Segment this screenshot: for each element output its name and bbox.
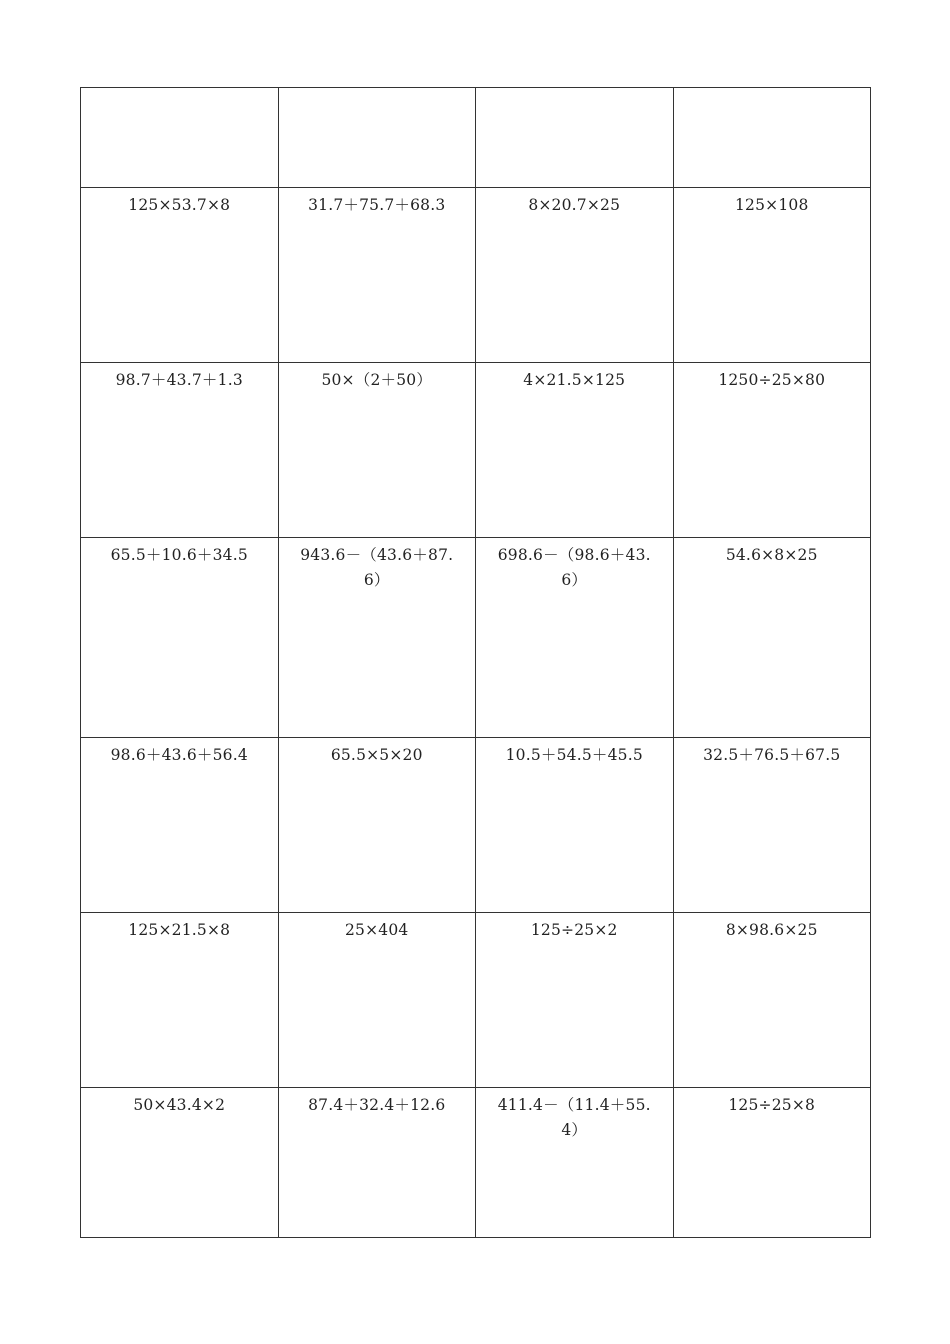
problem-text: 8×20.7×25 [528, 196, 621, 214]
problem-text: 25×404 [345, 921, 409, 939]
problem-text: 125×21.5×8 [128, 921, 231, 939]
problem-text: 50×43.4×2 [133, 1096, 226, 1114]
table-cell [278, 363, 476, 538]
problem-text: 125×53.7×8 [128, 196, 231, 214]
problem-text: 698.6－（98.6＋43.6） [497, 546, 651, 589]
table-row [81, 538, 871, 738]
problem-text [99, 88, 260, 93]
problem-text: 65.5＋10.6＋34.5 [110, 546, 248, 564]
table-cell [81, 913, 279, 1088]
problem-text: 8×98.6×25 [725, 921, 818, 939]
problem-text: 50×（2＋50） [321, 371, 433, 389]
table-cell [81, 88, 279, 188]
table-cell [278, 913, 476, 1088]
worksheet [80, 87, 871, 1238]
table-cell [81, 738, 279, 913]
table-cell [476, 88, 674, 188]
table-cell [476, 188, 674, 363]
table-cell [673, 538, 871, 738]
table-row [81, 88, 871, 188]
table-cell [81, 188, 279, 363]
problem-text: 87.4＋32.4＋12.6 [308, 1096, 446, 1114]
problem-text [297, 88, 458, 93]
problem-text: 125÷25×8 [728, 1096, 816, 1114]
table-cell [476, 538, 674, 738]
table-cell [81, 363, 279, 538]
problem-text: 4×21.5×125 [523, 371, 626, 389]
problem-text: 98.7＋43.7＋1.3 [115, 371, 243, 389]
table-row [81, 1088, 871, 1238]
problem-text: 31.7＋75.7＋68.3 [308, 196, 446, 214]
table-cell [673, 913, 871, 1088]
table-row [81, 738, 871, 913]
table-cell [476, 363, 674, 538]
table-cell [476, 1088, 674, 1238]
table-cell [81, 1088, 279, 1238]
table-cell [673, 1088, 871, 1238]
table-cell [673, 188, 871, 363]
table-cell [278, 188, 476, 363]
table-cell [278, 538, 476, 738]
problem-text: 65.5×5×20 [330, 746, 423, 764]
problem-table [80, 87, 871, 1238]
table-row [81, 913, 871, 1088]
table-cell [476, 738, 674, 913]
table-cell [673, 363, 871, 538]
table-cell [81, 538, 279, 738]
table-row [81, 188, 871, 363]
problem-text: 125×108 [734, 196, 809, 214]
problem-text: 32.5＋76.5＋67.5 [703, 746, 841, 764]
problem-text: 10.5＋54.5＋45.5 [505, 746, 643, 764]
table-cell [278, 1088, 476, 1238]
problem-text [494, 88, 655, 93]
table-cell [673, 738, 871, 913]
problem-text: 411.4－（11.4＋55.4） [497, 1096, 651, 1139]
table-cell [476, 913, 674, 1088]
problem-text: 98.6＋43.6＋56.4 [110, 746, 248, 764]
problem-text: 125÷25×2 [530, 921, 618, 939]
table-row [81, 363, 871, 538]
table-cell [278, 88, 476, 188]
problem-text: 1250÷25×80 [718, 371, 826, 389]
problem-text: 943.6－（43.6＋87.6） [300, 546, 454, 589]
problem-text: 54.6×8×25 [725, 546, 818, 564]
table-cell [673, 88, 871, 188]
problem-text [692, 88, 853, 93]
table-cell [278, 738, 476, 913]
